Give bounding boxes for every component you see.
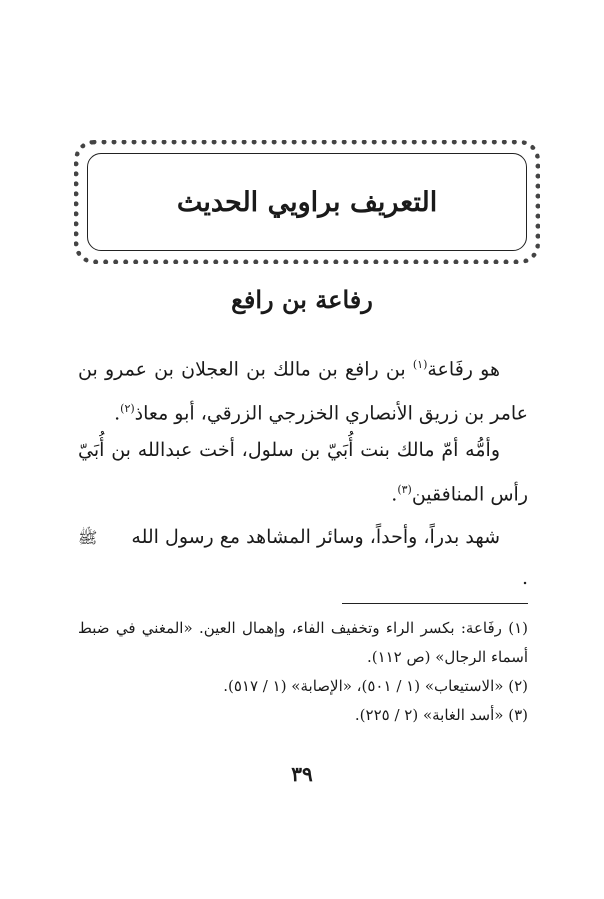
paragraph-battles — [78, 517, 528, 598]
page-number: ٣٩ — [291, 762, 313, 786]
footnote-1: (١) رفَاعة: بكسر الراء وتخفيف الفاء، وإهمال العين. «المغني في ضبط أسماء الرجال» (ص ١١٢). — [78, 619, 528, 666]
paragraph-text: هو رفَاعة — [427, 358, 500, 381]
footnote-ref-2: (٢) — [120, 402, 135, 416]
footnote-2: (٢) «الاستيعاب» (١ / ٥٠١)، «الإصابة» (١ / ٥١٧). — [223, 677, 528, 695]
paragraph-text: . — [391, 483, 398, 506]
paragraph-text: شهد بدراً، وأحداً، وسائر المشاهد مع رسول الله — [125, 526, 500, 548]
footnote-ref-1: (١) — [412, 358, 428, 371]
footnotes — [78, 614, 528, 730]
paragraph-text: بن رافع بن مالك بن العجلان بن عمرو بن عامر بن زريق الأنصاري الخزرجي الزرقي، أبو معاذ — [78, 358, 528, 425]
paragraph-text: وأمُّه أمّ مالك بنت أُبَيّ بن سلول، أخت عبدالله بن أُبَيّ رأس المنافقين — [78, 439, 528, 506]
section-title: رفاعة بن رافع — [231, 285, 373, 314]
paragraph-lineage — [78, 345, 528, 434]
footnote-3: (٣) «أسد الغابة» (٢ / ٢٢٥). — [354, 706, 528, 724]
paragraph-text: . — [114, 402, 121, 425]
paragraph-mother — [78, 430, 528, 514]
salla-allah-icon: ﷺ — [78, 528, 98, 547]
footnote-divider — [342, 603, 528, 604]
footnote-ref-3: (٣) — [397, 483, 412, 496]
paragraph-text: . — [521, 567, 528, 589]
chapter-title: التعريف براويي الحديث — [176, 186, 438, 218]
